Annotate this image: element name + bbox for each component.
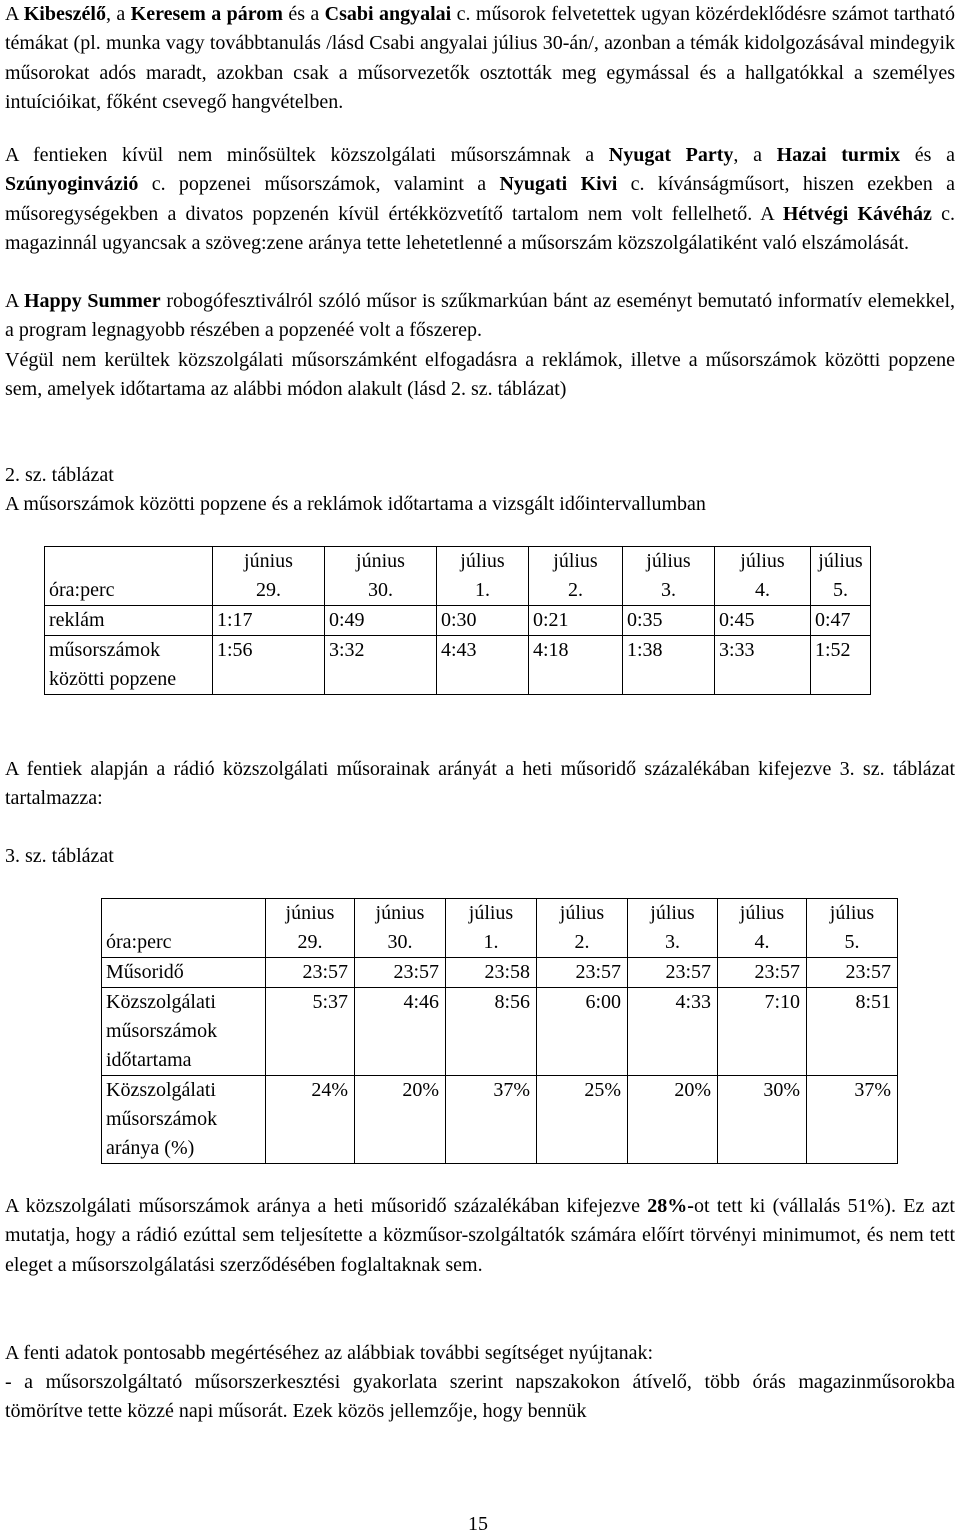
- table-corner-label: óra:perc: [45, 547, 213, 606]
- table-2: [44, 546, 871, 695]
- table-cell: 20%: [628, 1076, 718, 1164]
- paragraph-8: [5, 1368, 955, 1427]
- column-day: 30.: [387, 931, 413, 953]
- column-header: [811, 547, 871, 606]
- column-header: [623, 547, 715, 606]
- table-cell: 0:49: [325, 606, 437, 636]
- table-cell: 4:33: [628, 988, 718, 1076]
- column-day: 29.: [297, 931, 323, 953]
- text-run: c. popzenei műsorszámok, valamint a: [138, 173, 500, 196]
- text-run: és a: [900, 144, 955, 166]
- table-cell: 0:35: [623, 606, 715, 636]
- table-row: [102, 1076, 898, 1164]
- table-cell: 23:58: [446, 958, 537, 988]
- bold-title: Kibeszélő: [23, 3, 106, 25]
- table-cell: 23:57: [355, 958, 446, 988]
- column-month: július: [646, 550, 691, 572]
- paragraph-3: [5, 287, 955, 346]
- text-run: A közszolgálati műsorszámok aránya a heti műsoridő százalékában kifejezve: [5, 1195, 648, 1217]
- bold-title: Nyugat Party: [608, 144, 734, 166]
- row-label: Műsoridő: [102, 958, 266, 988]
- text-run: A fenti adatok pontosabb megértéséhez az alábbiak további segítséget nyújtanak:: [5, 1342, 654, 1364]
- table-cell: 23:57: [266, 958, 355, 988]
- paragraph-2: [5, 141, 955, 259]
- table-row: [102, 988, 898, 1076]
- table-row: [45, 636, 871, 695]
- column-header: [446, 899, 537, 958]
- table-cell: 3:32: [325, 636, 437, 695]
- column-day: 2.: [574, 931, 590, 953]
- column-header: [325, 547, 437, 606]
- column-header: [266, 899, 355, 958]
- bold-title: Hazai turmix: [776, 144, 901, 166]
- table-cell: 1:38: [623, 636, 715, 695]
- column-header: [213, 547, 325, 606]
- text-run: - a műsorszolgáltató műsorszerkesztési gyakorlata szerint napszakokon átívelő, több órás magazinműsorokba tömörítve tette közzé napi műsorát. Ezek közös jellemzője, hogy bennük: [5, 1371, 955, 1423]
- table-cell: 1:52: [811, 636, 871, 695]
- column-day: 29.: [256, 579, 281, 601]
- column-month: július: [740, 550, 785, 572]
- table-cell: 23:57: [718, 958, 807, 988]
- column-month: július: [559, 902, 605, 924]
- column-month: július: [650, 902, 695, 924]
- table-cell: 23:57: [807, 958, 898, 988]
- text-run: A: [5, 290, 24, 312]
- table-cell: 7:10: [718, 988, 807, 1076]
- table-3: [101, 898, 898, 1164]
- column-header: [807, 899, 898, 958]
- table2-caption: A műsorszámok közötti popzene és a reklámok időtartama a vizsgált időintervallumban: [5, 493, 706, 515]
- row-label: műsorszámok közötti popzene: [45, 636, 213, 695]
- column-day: 5.: [833, 579, 848, 601]
- table-cell: 4:18: [529, 636, 623, 695]
- text-run: A fentiek alapján a rádió közszolgálati műsorainak arányát a heti műsoridő százalékában kifejezve 3. sz. táblázat tartalmazza:: [5, 758, 955, 810]
- paragraph-5: [5, 755, 955, 814]
- column-day: 5.: [844, 931, 860, 953]
- table-cell: 4:46: [355, 988, 446, 1076]
- table-cell: 23:57: [628, 958, 718, 988]
- text-run: ot tett ki (vállalás 51%). Ez azt mutatja, hogy a rádió ezúttal sem teljesítette a közműsor-szolgáltatók számára előírt törvényi minimumot, és nem tett eleget a műsorszolgálatási szerződésében foglaltaknak sem.: [5, 1195, 955, 1276]
- bold-title: Csabi angyalai: [324, 3, 452, 25]
- table-cell: 6:00: [537, 988, 628, 1076]
- table-cell: 23:57: [537, 958, 628, 988]
- table-cell: 3:33: [715, 636, 811, 695]
- column-month: június: [285, 902, 335, 924]
- text-run: , a: [733, 144, 777, 166]
- paragraph-7: [5, 1339, 955, 1368]
- table-cell: 8:51: [807, 988, 898, 1076]
- table-cell: 1:17: [213, 606, 325, 636]
- table2-label: 2. sz. táblázat: [5, 464, 114, 486]
- column-month: július: [818, 550, 863, 572]
- column-month: július: [468, 902, 514, 924]
- paragraph-1: [5, 0, 955, 118]
- table-cell: 37%: [807, 1076, 898, 1164]
- column-month: július: [829, 902, 875, 924]
- table-corner-label: óra:perc: [102, 899, 266, 958]
- bold-title: Nyugati Kivi: [499, 173, 618, 196]
- bold-title: Hétvégi Kávéház: [782, 202, 932, 225]
- text-run: robogófesztiválról szóló műsor is szűkmarkúan bánt az eseményt bemutató informatív elemekkel, a program legnagyobb részében a popzenéé volt a főszerep.: [5, 290, 955, 342]
- text-run: , a: [105, 3, 131, 25]
- text-run: c. magazinnál ugyancsak a szöveg:zene aránya tette lehetetlenné a műsorszám közszolgálatiként való elszámolását.: [5, 202, 955, 255]
- table-cell: 37%: [446, 1076, 537, 1164]
- bold-title: Keresem a párom: [130, 3, 283, 25]
- column-day: 2.: [568, 579, 583, 601]
- table-cell: 1:56: [213, 636, 325, 695]
- table-cell: 0:47: [811, 606, 871, 636]
- table-cell: 0:30: [437, 606, 529, 636]
- column-month: július: [739, 902, 785, 924]
- column-day: 3.: [661, 579, 676, 601]
- column-day: 1.: [475, 579, 490, 601]
- column-day: 3.: [665, 931, 680, 953]
- table-cell: 0:21: [529, 606, 623, 636]
- bold-title: 28%-: [647, 1195, 694, 1217]
- bold-title: Happy Summer: [23, 290, 161, 312]
- table-cell: 8:56: [446, 988, 537, 1076]
- table-cell: 20%: [355, 1076, 446, 1164]
- column-header: [529, 547, 623, 606]
- text-run: Végül nem kerültek közszolgálati műsorszámként elfogadásra a reklámok, illetve a műsorszámok közötti popzene sem, amelyek időtartama az alábbi módon alakult (lásd 2. sz. táblázat): [5, 349, 955, 401]
- table-cell: 30%: [718, 1076, 807, 1164]
- row-label: Közszolgálati műsorszámok időtartama: [102, 988, 266, 1076]
- text-run: A fentieken kívül nem minősültek közszolgálati műsorszámnak a: [5, 144, 609, 166]
- text-run: c. műsorok felvetettek ugyan közérdeklődésre számot tartható témákat (pl. munka vagy továbbtanulás /lásd Csabi angyalai július 30-án/, azonban a témák kidolgozásával mindegyik műsorokat adós maradt, azokban csak a műsorvezetők osztották meg egymással és a hallgatókkal a személyes intuícióikat, főként csevegő hangvételben.: [5, 3, 955, 114]
- column-month: június: [356, 550, 405, 572]
- table-cell: 0:45: [715, 606, 811, 636]
- paragraph-6: [5, 1192, 955, 1280]
- table-row: [102, 958, 898, 988]
- table-cell: 4:43: [437, 636, 529, 695]
- table3-label: 3. sz. táblázat: [5, 845, 114, 867]
- column-header: [628, 899, 718, 958]
- bold-title: Szúnyoginvázió: [5, 173, 139, 196]
- table-row: [45, 606, 871, 636]
- column-month: július: [460, 550, 505, 572]
- table-header-row: [45, 547, 871, 606]
- column-header: [437, 547, 529, 606]
- paragraph-4: [5, 346, 955, 405]
- table-cell: 24%: [266, 1076, 355, 1164]
- text-run: és a: [282, 3, 325, 25]
- column-month: június: [244, 550, 293, 572]
- column-day: 4.: [755, 579, 770, 601]
- column-header: [355, 899, 446, 958]
- table-cell: 25%: [537, 1076, 628, 1164]
- column-day: 4.: [754, 931, 770, 953]
- column-month: július: [553, 550, 598, 572]
- column-header: [718, 899, 807, 958]
- column-day: 30.: [368, 579, 393, 601]
- column-month: június: [375, 902, 425, 924]
- table-cell: 5:37: [266, 988, 355, 1076]
- column-header: [537, 899, 628, 958]
- row-label: Közszolgálati műsorszámok aránya (%): [102, 1076, 266, 1164]
- column-day: 1.: [483, 931, 499, 953]
- text-run: c. kívánságműsort, hiszen ezekben a műsoregységekben a divatos popzenén kívül értékközvetítő tartalom nem volt fellelhető. A: [5, 173, 956, 225]
- row-label: reklám: [45, 606, 213, 636]
- page-number: 15: [468, 1513, 488, 1535]
- table-header-row: [102, 899, 898, 958]
- text-run: A: [5, 3, 24, 25]
- column-header: [715, 547, 811, 606]
